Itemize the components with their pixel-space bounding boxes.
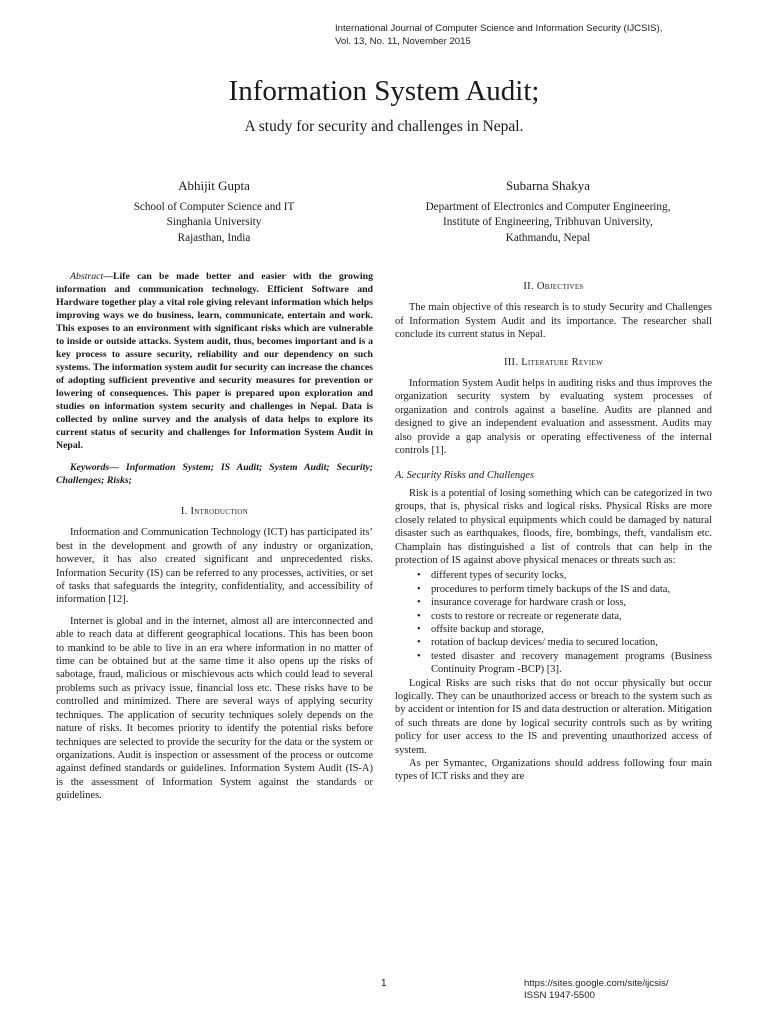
list-item: • insurance coverage for hardware crash or loss,	[419, 596, 712, 609]
section-heading-objectives: II. Objectives	[523, 281, 584, 292]
author-affiliation: Department of Electronics and Computer Engineering,	[425, 200, 671, 213]
journal-url: https://sites.google.com/site/ijcsis/	[524, 978, 669, 989]
author-affiliation: School of Computer Science and IT	[133, 200, 295, 213]
physical-controls-list	[395, 569, 712, 676]
list-item: • tested disaster and recovery management programs (Business Continuity Program -BCP) [3].	[419, 650, 712, 677]
subsection-heading-security-risks: A. Security Risks and Challenges	[395, 470, 535, 482]
literature-paragraph: Information System Audit helps in auditing risks and thus improves the organization security system by evaluating system processes of organization and controls against a baseline. Audits are planned and designed to give an independent evaluation and assessment. Audits may also provide a gap analysis or operating effectiveness of the internal controls [1].	[395, 378, 712, 457]
left-column	[56, 270, 373, 803]
journal-name: International Journal of Computer Science and Information Security (IJCSIS),	[335, 23, 663, 34]
journal-issn: ISSN 1947-5500	[524, 990, 595, 1001]
section-heading-literature-review: III. Literature Review	[503, 356, 604, 368]
keywords-label: Keywords—	[70, 462, 119, 473]
keywords-text: Information System; IS Audit; System Audit; Security; Challenges; Risks;	[56, 462, 373, 486]
abstract-text: —Life can be made better and easier with the growing information and communication technology. Efficient Software and Hardware together play a vital role giving relevant information which helps improving ways we do business, learn, communicate, entertain and work. This exposes to an environment with significant risks which are vulnerable to inside or outside attacks. System audit, thus, becomes important and is a key process to assure security, reliability and our dependency on such systems. The information system audit for security can increase the chances of adopting sufficient preventive and security measures for prevention or lowering of consequences. This paper is prepared upon exploration and studies on information system security and challenges in Nepal. Data is collected by online survey and the analysis of data helps to explore its current status of security and challenges for Information System Audit in Nepal.	[56, 271, 373, 451]
abstract-label: Abstract	[70, 271, 104, 282]
list-item: • offsite backup and storage,	[419, 623, 712, 636]
footer-info	[524, 978, 669, 1002]
list-item: • procedures to perform timely backups of the IS and data,	[419, 583, 712, 596]
journal-header	[335, 22, 735, 48]
page-number: 1	[381, 978, 387, 989]
author-block-2	[393, 178, 703, 246]
list-item: • costs to restore or recreate or regenerate data,	[419, 610, 712, 623]
intro-paragraph-2: Internet is global and in the internet, almost all are interconnected and able to reach data at different geographical locations. This has been boon to mankind to be able to live in an era where information in no matter of time can be obtained but at the same time it also opens up the risks of sabotage, fraud, malicious or mischievous acts which could lead to several problems such as privacy issue, financial loss etc. These risks have to be controlled and minimized. There are several ways of applying security techniques. The application of security techniques solely depends on the nature of risks. It becomes priority to identify the potential risks before techniques are selected to provide the security for the data or the system or organizations. Audit is inspection or assessment of the process or outcome against defined standards or guidelines. Information System Audit (IS-A) is the assessment of Information System against the standards or guidelines.	[56, 615, 373, 802]
objectives-paragraph: The main objective of this research is to study Security and Challenges of Information System Audit and its importance. The researcher shall conclude its current status in Nepal.	[395, 302, 712, 341]
author-block-1	[64, 178, 364, 246]
author-affiliation: Institute of Engineering, Tribhuvan University,	[443, 216, 653, 228]
paper-title: Information System Audit;	[228, 75, 540, 107]
paper-subtitle: A study for security and challenges in Nepal.	[244, 118, 524, 135]
section-heading-introduction: I. Introduction	[180, 506, 249, 517]
author-affiliation: Kathmandu, Nepal	[505, 231, 591, 244]
list-item: • rotation of backup devices/ media to secured location,	[419, 636, 712, 649]
author-affiliation: Rajasthan, India	[177, 231, 251, 244]
author-affiliation: Singhania University	[166, 216, 262, 228]
keywords	[56, 461, 373, 487]
risk-paragraph: Risk is a potential of losing something which can be categorized in two groups, that is, physical risks and logical risks. Physical Risks are more closely related to physical equipments which could be damaged by natural disaster such as earthquakes, floods, fire, bombings, theft, vandalism etc. Champlain has distinguished a list of controls that can help in the protection of IS against above physical menaces or threats such as:	[395, 487, 712, 566]
intro-paragraph-1: Information and Communication Technology (ICT) has participated its’ best in the development and growth of any industry or organization, however, it has also created significant and unprecedented risks. Information Security (IS) can be referred to any processes, activities, or set of tasks that safeguards the integrity, confidentiality, and accessibility of information [12].	[56, 527, 373, 606]
logical-risks-paragraph: Logical Risks are such risks that do not occur physically but occur logically. They can be unauthorized access or breach to the system such as by accident or intention for IS and data destruction or alteration. Mitigation of such threats are done by logical security controls such as by writing policy for user access to the IS and preventing unauthorized access of system.	[395, 677, 712, 756]
journal-volume: Vol. 13, No. 11, November 2015	[335, 36, 471, 47]
list-item: • different types of security locks,	[419, 569, 712, 582]
abstract	[56, 270, 373, 452]
author-name: Abhijit Gupta	[178, 178, 250, 193]
author-name: Subarna Shakya	[505, 178, 591, 193]
right-column	[395, 280, 712, 784]
symantec-paragraph: As per Symantec, Organizations should address following four main types of ICT risks and they are	[395, 758, 712, 783]
